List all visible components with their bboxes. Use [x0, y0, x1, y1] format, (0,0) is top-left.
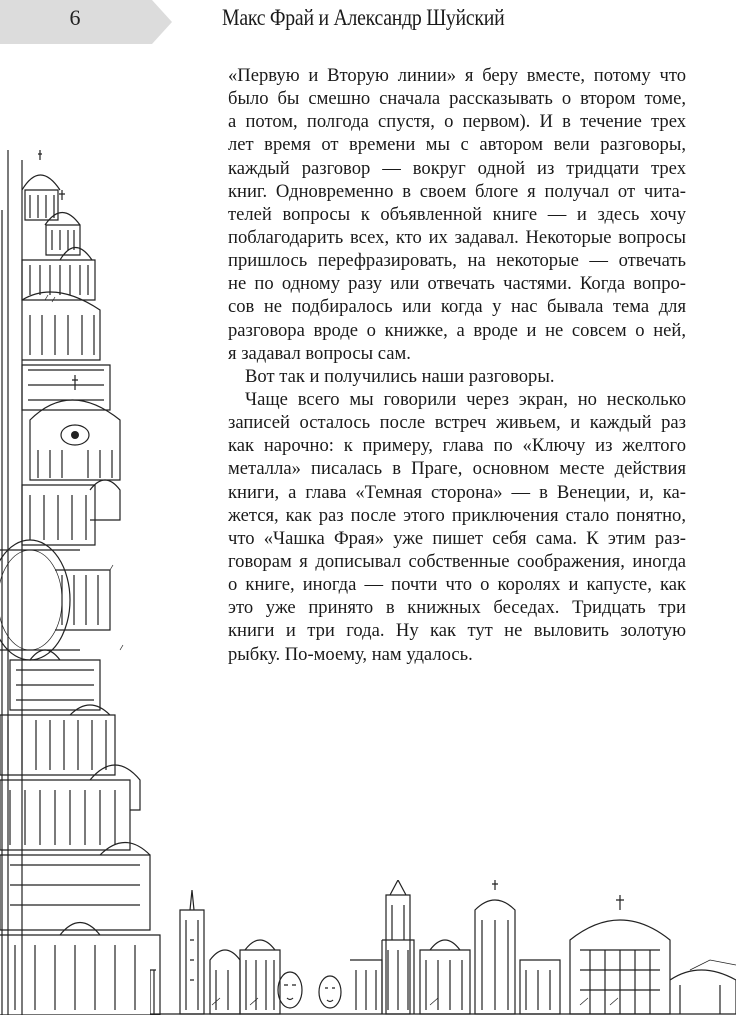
text-line: я задавал вопросы сам. [228, 342, 411, 364]
body-text [228, 64, 686, 666]
text-line: поблагодарить всех, кто их задавал. Некоторые вопросы [228, 226, 686, 248]
text-line: жется, как раз после этого приключения стало понятно, [228, 504, 686, 526]
text-line: книг. Одновременно в своем блоге я получал от чита- [228, 180, 686, 202]
text-line: книги, а глава «Темная сторона» — в Венеции, и, ка- [228, 481, 686, 503]
text-line: металла» писалась в Праге, основном месте действия [228, 458, 686, 480]
text-line: Чаще всего мы говорили через экран, но несколько [245, 388, 686, 410]
text-line: лет время от времени мы с автором вели разговоры, [228, 134, 686, 156]
text-line: не по одному разу или отвечать частями. Когда вопро- [228, 273, 686, 295]
text-line: а потом, полгода спустя, о первом). И в течение трех [228, 111, 686, 133]
text-line: телей вопросы к объявленной книге — и здесь хочу [228, 203, 686, 225]
text-line: как нарочно: к примеру, глава по «Ключу из желтого [228, 435, 686, 457]
text-line: это уже принято в книжных беседах. Тридцать три [228, 597, 686, 619]
text-line: о книге, иногда — почти что о королях и капусте, как [228, 574, 686, 596]
text-line: сов не подбиралось или когда у нас бывала тема для [228, 296, 686, 318]
running-title: Макс Фрай и Александр Шуйский [222, 5, 505, 30]
text-line: каждый разговор — вокруг одной из тридцати трех [228, 157, 686, 179]
text-line: было бы смешно сначала рассказывать о втором томе, [228, 88, 686, 110]
city-skyline-illustration [150, 880, 736, 1015]
text-line: что «Чашка Фрая» уже пишет себя сама. К этим раз- [228, 527, 686, 549]
text-line: говорам я дописывал собственные соображения, иногда [228, 550, 686, 572]
text-line: разговора вроде о книжке, а вроде и не совсем о ней, [228, 319, 686, 341]
text-line: книги и три года. Ну как тут не выловить золотую [228, 620, 686, 642]
city-tower-illustration [0, 150, 165, 1015]
text-line: рыбку. По-моему, нам удалось. [228, 643, 473, 665]
text-line: Вот так и получились наши разговоры. [245, 365, 555, 387]
text-line: записей осталось после встреч живьем, и каждый раз [228, 412, 686, 434]
page-number: 6 [69, 5, 81, 30]
text-line: пришлось перефразировать, на некоторые — отвечать [228, 250, 686, 272]
text-line: «Первую и Вторую линии» я беру вместе, потому что [228, 65, 686, 86]
